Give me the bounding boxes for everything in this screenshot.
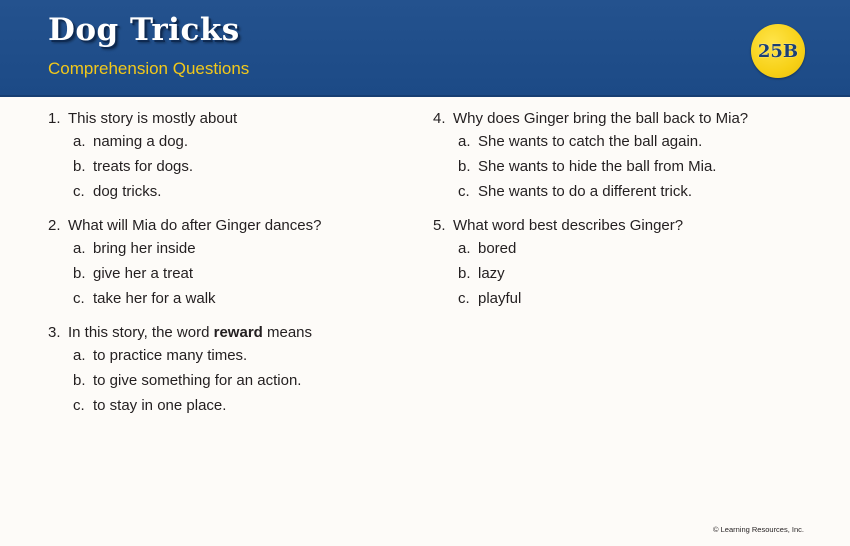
question-1-prompt — [48, 108, 408, 129]
question-4 — [433, 108, 833, 204]
question-number: 5. — [433, 217, 446, 234]
question-3 — [48, 322, 408, 418]
option-letter: a. — [458, 240, 471, 257]
option-letter: a. — [73, 133, 86, 150]
option-letter: b. — [73, 158, 86, 175]
question-text-after: means — [262, 324, 313, 341]
option-text: take her for a walk — [93, 290, 216, 307]
question-2 — [48, 215, 408, 311]
spacer — [433, 204, 833, 215]
option-2a — [48, 236, 408, 261]
option-letter: c. — [73, 397, 85, 414]
option-letter: c. — [73, 290, 85, 307]
question-number: 4. — [433, 110, 446, 127]
question-text-before: In this story, the word — [68, 324, 214, 341]
question-text: This story is mostly about — [68, 110, 238, 127]
option-text: to stay in one place. — [93, 397, 227, 414]
option-text: She wants to hide the ball from Mia. — [478, 158, 717, 175]
question-number: 3. — [48, 324, 61, 341]
left-column — [48, 108, 408, 418]
option-letter: b. — [73, 372, 86, 389]
option-5b — [433, 261, 833, 286]
question-5-prompt — [433, 215, 833, 236]
option-text: naming a dog. — [93, 133, 189, 150]
option-4c — [433, 179, 833, 204]
option-letter: c. — [458, 290, 470, 307]
option-letter: c. — [458, 183, 470, 200]
option-4a — [433, 129, 833, 154]
option-text: playful — [478, 290, 522, 307]
card-subtitle: Comprehension Questions — [48, 59, 250, 78]
option-letter: a. — [73, 347, 86, 364]
vocabulary-word: reward — [213, 324, 263, 341]
question-text: What word best describes Ginger? — [453, 217, 684, 234]
option-2b — [48, 261, 408, 286]
question-5 — [433, 215, 833, 311]
option-text: treats for dogs. — [93, 158, 194, 175]
option-3b — [48, 368, 408, 393]
option-4b — [433, 154, 833, 179]
question-2-prompt — [48, 215, 408, 236]
option-text: She wants to catch the ball again. — [478, 133, 703, 150]
card-number-badge — [751, 24, 805, 78]
question-number: 2. — [48, 217, 61, 234]
option-letter: a. — [458, 133, 471, 150]
option-1b — [48, 154, 408, 179]
card-number-text: 25B — [757, 40, 799, 62]
copyright-notice: © Learning Resources, Inc. — [713, 525, 804, 534]
option-letter: b. — [458, 158, 471, 175]
question-4-prompt — [433, 108, 833, 129]
option-text: bored — [478, 240, 517, 257]
spacer — [48, 311, 408, 322]
right-column — [433, 108, 833, 311]
option-letter: c. — [73, 183, 85, 200]
option-letter: b. — [458, 265, 471, 282]
option-text: bring her inside — [93, 240, 196, 257]
question-3-prompt — [48, 322, 408, 343]
question-text: Why does Ginger bring the ball back to Mia? — [453, 110, 749, 127]
option-text: She wants to do a different trick. — [478, 183, 693, 200]
option-text: give her a treat — [93, 265, 194, 282]
option-text: to practice many times. — [93, 347, 248, 364]
option-5c — [433, 286, 833, 311]
option-text: dog tricks. — [93, 183, 162, 200]
spacer — [48, 204, 408, 215]
option-1c — [48, 179, 408, 204]
header-banner — [0, 0, 850, 97]
question-1 — [48, 108, 408, 204]
option-3a — [48, 343, 408, 368]
option-letter: b. — [73, 265, 86, 282]
option-text: lazy — [478, 265, 505, 282]
question-number: 1. — [48, 110, 61, 127]
option-text: to give something for an action. — [93, 372, 302, 389]
card-title: Dog Tricks — [48, 12, 240, 48]
option-1a — [48, 129, 408, 154]
option-letter: a. — [73, 240, 86, 257]
option-5a — [433, 236, 833, 261]
option-2c — [48, 286, 408, 311]
question-text: What will Mia do after Ginger dances? — [68, 217, 322, 234]
option-3c — [48, 393, 408, 418]
